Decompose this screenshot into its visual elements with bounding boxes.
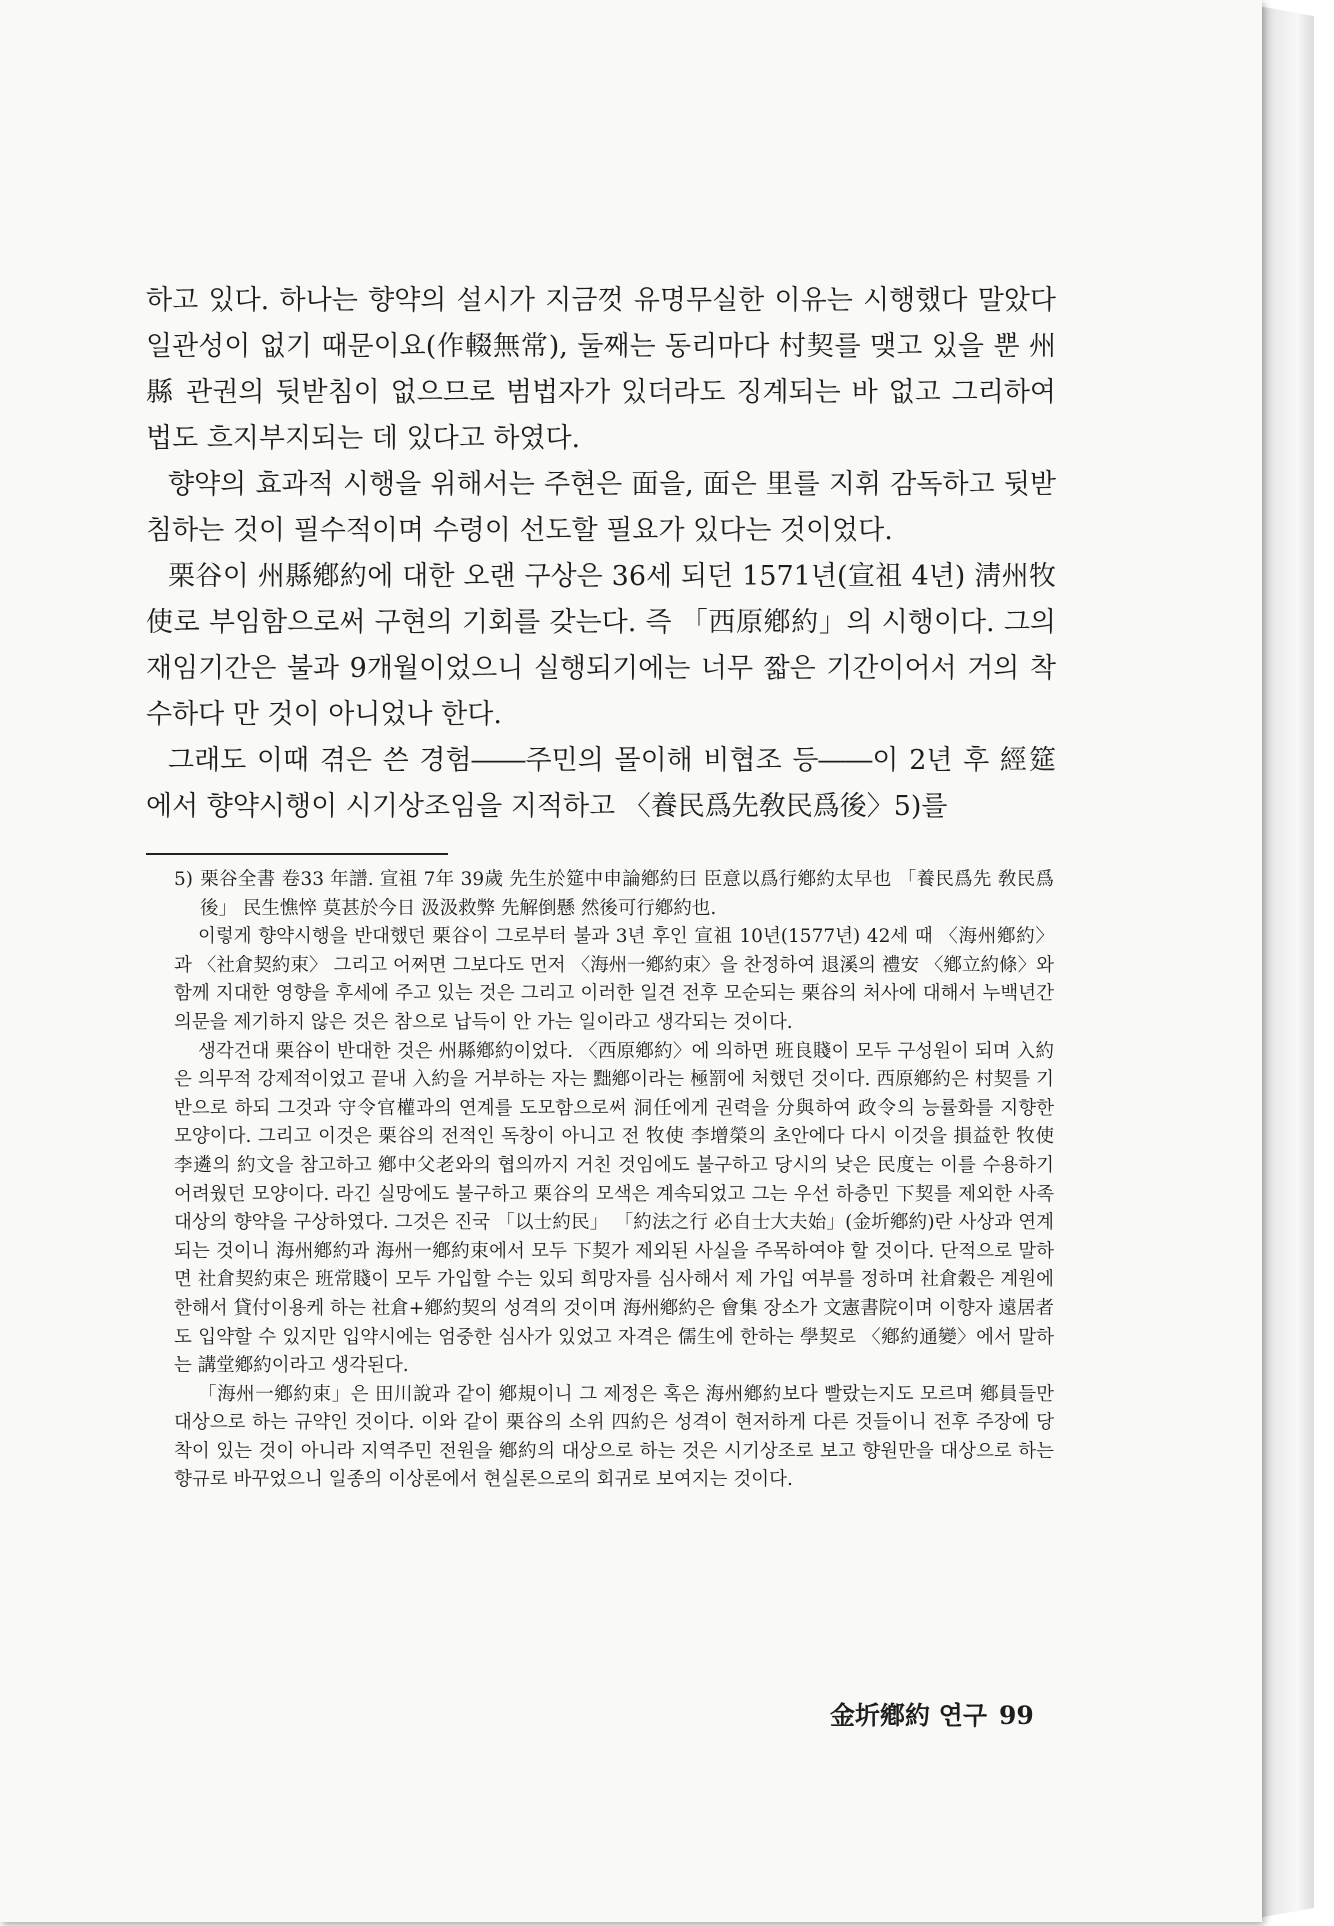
footnote-paragraph: 생각건대 栗谷이 반대한 것은 州縣鄕約이었다. 〈西原鄕約〉에 의하면 班良賤이 모두 구성원이 되며 入約은 의무적 강제적이었고 끝내 入約을 거부하는 자는 黜鄕이라는 極罰에 처했던 것이다. 西原鄕約은 村契를 기반으로 하되 그것과 守令官權과의 연계를 도모함으로써 洞任에게 권력을 分與하여 政令의 능률화를 지향한 모양이다. 그리고 이것은 栗谷의 전적인 독창이 아니고 전 牧使 李增榮의 초안에다 다시 이것을 損益한 牧使 李遴의 約文을 참고하고 鄕中父老와의 협의까지 거친 것임에도 불구하고 당시의 낮은 民度는 이를 수용하기 어려웠던 모양이다. 라긴 실망에도 불구하고 栗谷의 모색은 계속되었고 그는 우선 하층민 下契를 제외한 사족 대상의 향약을 구상하였다. 그것은 진국 「以士約民」 「約法之行 必自士大夫始」(金圻鄕約)란 사상과 연계되는 것이니 海州鄕約과 海州一鄕約束에서 모두 下契가 제외된 사실을 주목하여야 할 것이다. 단적으로 말하면 社倉契約束은 班常賤이 모두 가입할 수는 있되 희망자를 심사해서 제 가입 여부를 정하며 社倉穀은 계원에 한해서 貸付이용케 하는 社倉+鄕約契의 성격의 것이며 海州鄕約은 會集 장소가 文憲書院이며 이향자 遠居者도 입약할 수 있지만 입약시에는 엄중한 심사가 있었고 자격은 儒生에 한하는 學契로 〈鄕約通變〉에서 말하는 講堂鄕約이라고 생각된다. [174, 1040, 1054, 1377]
footnote-paragraph: 「海州一鄕約束」은 田川說과 같이 鄕規이니 그 제정은 혹은 海州鄕約보다 빨랐는지도 모르며 鄕員들만 대상으로 하는 규약인 것이다. 이와 같이 栗谷의 소위 四約은 성격이 현저하게 다른 것들이니 전후 주장에 당착이 있는 것이 아니라 지역주민 전원을 鄕約의 대상으로 하는 것은 시기상조로 보고 향원만을 대상으로 하는 향규로 바꾸었으니 일종의 이상론에서 현실론으로의 회귀로 보여지는 것이다. [174, 1383, 1054, 1491]
footnote-citation: 栗谷全書 卷33 年譜. 宣祖 7年 39歲 先生於筵中申論鄕約曰 臣意以爲行鄕約太早也 「養民爲先 敎民爲後」 民生憔悴 莫甚於今日 汲汲救弊 先解倒懸 然後可行鄕約也. [200, 869, 1054, 919]
page-stack-edge [1258, 6, 1314, 1918]
footnote-paragraph: 이렇게 향약시행을 반대했던 栗谷이 그로부터 불과 3년 후인 宣祖 10년(1577년) 42세 때 〈海州鄕約〉과 〈社倉契約束〉 그리고 어쩌면 그보다도 먼저 〈海州一鄕約束〉을 찬정하여 退溪의 禮安 〈鄕立約條〉와 함께 지대한 영향을 후세에 주고 있는 것은 그리고 이러한 일견 전후 모순되는 栗谷의 처사에 대해서 누백년간 의문을 제기하지 않은 것은 참으로 납득이 안 가는 일이라고 생각되는 것이다. [174, 926, 1054, 1033]
running-title: 金圻鄕約 연구 [830, 1701, 988, 1730]
footnote-number: 5) [174, 869, 193, 890]
body-paragraph: 향약의 효과적 시행을 위해서는 주현은 面을, 面은 里를 지휘 감독하고 뒷받침하는 것이 필수적이며 수령이 선도할 필요가 있다는 것이었다. [146, 469, 1056, 546]
body-paragraph: 하고 있다. 하나는 향약의 설시가 지금껏 유명무실한 이유는 시행했다 말았다 일관성이 없기 때문이요(作輟無常), 둘째는 동리마다 村契를 맺고 있을 뿐 州縣 관권의 뒷받침이 없으므로 범법자가 있더라도 징계되는 바 없고 그리하여 법도 흐지부지되는 데 있다고 하였다. [146, 285, 1056, 454]
page-number: 99 [999, 1701, 1034, 1730]
body-paragraph: 栗谷이 州縣鄕約에 대한 오랜 구상은 36세 되던 1571년(宣祖 4년) 淸州牧使로 부임함으로써 구현의 기회를 갖는다. 즉 「西原鄕約」의 시행이다. 그의 재임기간은 불과 9개월이었으니 실행되기에는 너무 짧은 기간이어서 거의 착수하다 만 것이 아니었나 한다. [146, 561, 1056, 730]
footnote-main [174, 866, 1054, 923]
running-footer [830, 1696, 1034, 1732]
body-text [146, 278, 1056, 830]
footnote [174, 866, 1054, 1495]
body-paragraph: 그래도 이때 겪은 쓴 경험――주민의 몰이해 비협조 등――이 2년 후 經筵에서 향약시행이 시기상조임을 지적하고 〈養民爲先敎民爲後〉5)를 [146, 745, 1056, 822]
footnote-divider [146, 853, 448, 855]
